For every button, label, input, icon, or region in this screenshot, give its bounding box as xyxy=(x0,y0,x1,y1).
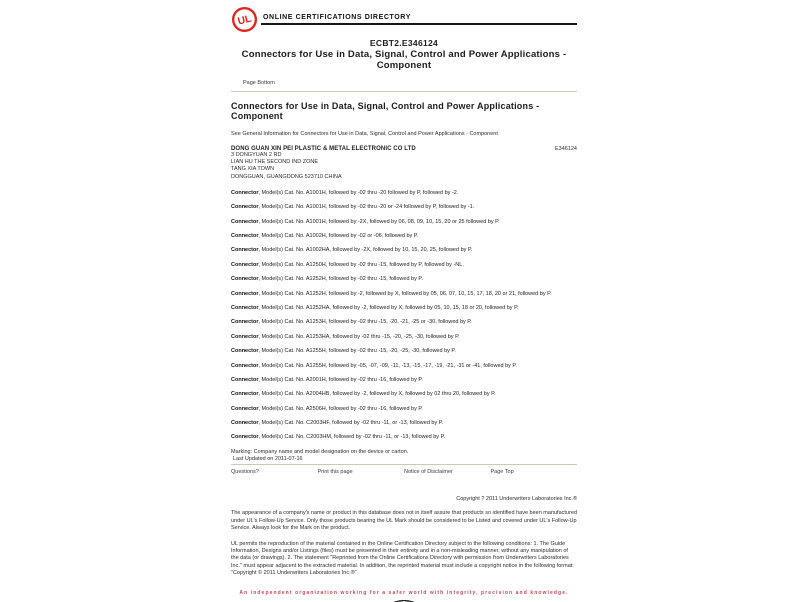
model-category-label: Connector xyxy=(231,434,259,441)
notice-of-disclaimer-link[interactable]: Notice of Disclaimer xyxy=(404,469,453,476)
ul-certification-page xyxy=(231,0,577,602)
model-category-label: Connector xyxy=(231,247,259,254)
model-row: Connector, Model(s) Cat. No. A1252H, followed by -02 thru -15, followed by P. xyxy=(231,276,423,283)
model-category-label: Connector xyxy=(231,261,259,268)
address-line: TANG XIA TOWN xyxy=(231,166,275,173)
model-category-label: Connector xyxy=(231,362,259,369)
page-title: Connectors for Use in Data, Signal, Control and Power Applications - Component xyxy=(241,49,567,71)
company-block xyxy=(231,146,577,181)
section-heading: Connectors for Use in Data, Signal, Control and Power Applications - Component xyxy=(231,101,540,121)
model-row: Connector, Model(s) Cat. No. A1001H, followed by -2X, followed by 06, 08, 09, 10, 15, 20 or 25 followed by P. xyxy=(231,218,500,225)
model-row: Connector, Model(s) Cat. No. A1250H, followed by -02 thru -15, followed by P, followed by -NL. xyxy=(231,261,464,268)
model-category-label: Connector xyxy=(231,304,259,311)
bottom-divider xyxy=(231,464,577,465)
model-category-label: Connector xyxy=(231,405,259,412)
ul-slogan: An independent organization working for a safer world with integrity, precision and knowledge. xyxy=(239,589,569,596)
model-row: Connector, Model(s) Cat. No. A1002H, followed by -02 or -06, followed by P. xyxy=(231,232,419,239)
model-row: Connector, Model(s) Cat. No. A1002HA, followed by -2X, followed by 10, 15, 20, 25, followed by P. xyxy=(231,247,473,254)
model-category-label: Connector xyxy=(231,218,259,225)
legal-paragraph-reproduction: UL permits the reproduction of the material contained in the Online Certification Directory subject to the following conditions: 1. The Guide Information, Designs and/or Listings (files) must be presented in their entirety and in a non-misleading manner, without any manipulation of the data (or drawings). 2. The statement "Reprinted from the Online Certifications Directory with permission from Underwriters Laboratories Inc." must appear adjacent to the extracted material. In addition, the reprinted material must include a copyright notice in the following format: "Copyright © 2011 Underwriters Laboratories Inc.®" xyxy=(231,540,574,577)
model-category-label: Connector xyxy=(231,348,259,355)
copyright-line: Copyright ? 2011 Underwriters Laboratories Inc.® xyxy=(456,496,577,503)
print-page-link[interactable]: Print this page xyxy=(317,469,353,476)
model-row: Connector, Model(s) Cat. No. A2004HB, followed by -2, followed by X, followed by 02 thru 20, followed by P. xyxy=(231,391,496,398)
model-category-label: Connector xyxy=(231,232,259,239)
model-category-label: Connector xyxy=(231,420,259,427)
model-row: Connector, Model(s) Cat. No. A1001H, followed by -02 thru -20 followed by P, followed by -2. xyxy=(231,189,459,196)
masthead xyxy=(231,5,577,33)
model-row: Connector, Model(s) Cat. No. A1253HA, followed by -02 thru -15, -20, -25, -30, followed by P. xyxy=(231,333,460,340)
model-category-label: Connector xyxy=(231,319,259,326)
page-top-link[interactable]: Page Top xyxy=(490,469,514,476)
model-category-label: Connector xyxy=(231,333,259,340)
model-row: Connector, Model(s) Cat. No. A1253H, followed by -02 thru -15, -20, -21, -25 or -30, followed by P. xyxy=(231,319,472,326)
ul-logo-icon xyxy=(231,6,258,33)
general-information-link[interactable]: See General Information for Connectors for Use in Data, Signal, Control and Power Applications - Component xyxy=(231,131,498,137)
address-line: 3 DONGYUAN 2 RD xyxy=(231,152,282,158)
model-row: Connector, Model(s) Cat. No. A1252H, followed by -2, followed by X, followed by 05, 06, 07, 10, 15, 17, 18, 20 or 21, followed by P. xyxy=(231,290,552,297)
model-row: Connector, Model(s) Cat. No. A1255H, followed by -02 thru -15, -20, -25, -30, followed by P. xyxy=(231,348,456,355)
model-row: Connector, Model(s) Cat. No. A2506H, followed by -02 thru -16, followed by P. xyxy=(231,405,423,412)
footer-links xyxy=(231,469,577,475)
model-category-label: Connector xyxy=(231,376,259,383)
directory-title: ONLINE CERTIFICATIONS DIRECTORY xyxy=(261,5,577,25)
model-category-label: Connector xyxy=(231,204,259,211)
model-row: Connector, Model(s) Cat. No. A2001H, followed by -02 thru -16, followed by P. xyxy=(231,376,423,383)
page-bottom-link[interactable]: Page Bottom xyxy=(243,80,275,86)
marking-note: Marking: Company name and model designation on the device or carton. xyxy=(231,448,409,455)
model-row: Connector, Model(s) Cat. No. A1255H, followed by -05, -07, -09, -11, -13, -15, -17, -19, -21, -31 or -41, followed by P. xyxy=(231,362,517,369)
model-row: Connector, Model(s) Cat. No. A1001H, followed by -02 thru -20 or -24 followed by P, followed by -1. xyxy=(231,204,475,211)
model-category-label: Connector xyxy=(231,276,259,283)
model-category-label: Connector xyxy=(231,189,259,196)
model-row: Connector, Model(s) Cat. No. C2003HM, followed by -02 thru -11, or -13, followed by P. xyxy=(231,434,446,441)
model-row: Connector, Model(s) Cat. No. C2003HF, followed by -02 thru -11, or -13, followed by P. xyxy=(231,420,444,427)
certificate-code: ECBT2.E346124 xyxy=(369,38,439,48)
address-line: DONGGUAN, GUANGDONG 523710 CHINA xyxy=(231,173,342,180)
top-divider xyxy=(231,91,577,92)
model-category-label: Connector xyxy=(231,290,259,297)
file-number: E346124 xyxy=(554,146,577,152)
model-row: Connector, Model(s) Cat. No. A1252HA, followed by -2, followed by X, followed by 05, 10, 15, 18 or 20, followed by P. xyxy=(231,304,519,311)
globe-logo-wrap xyxy=(231,599,577,602)
company-name: DONG GUAN XIN PEI PLASTIC & METAL ELECTRONIC CO LTD xyxy=(231,146,416,152)
questions-link[interactable]: Questions? xyxy=(231,469,259,476)
address-line: LIAN HU THE SECOND IND ZONE xyxy=(231,159,318,166)
svg-text:UL: UL xyxy=(236,13,253,28)
model-category-label: Connector xyxy=(231,391,259,398)
last-updated: Last Updated on 2011-07-16 xyxy=(233,456,303,463)
legal-paragraph-appearance: The appearance of a company's name or product in this database does not in itself assure that products so identified have been manufactured under UL's Follow-Up Service. Only those products bearing the UL Mark should be considered to be Listed and covered under UL's Follow-Up Service. Always look for the Mark on the product. xyxy=(231,510,577,532)
model-list xyxy=(231,190,577,442)
